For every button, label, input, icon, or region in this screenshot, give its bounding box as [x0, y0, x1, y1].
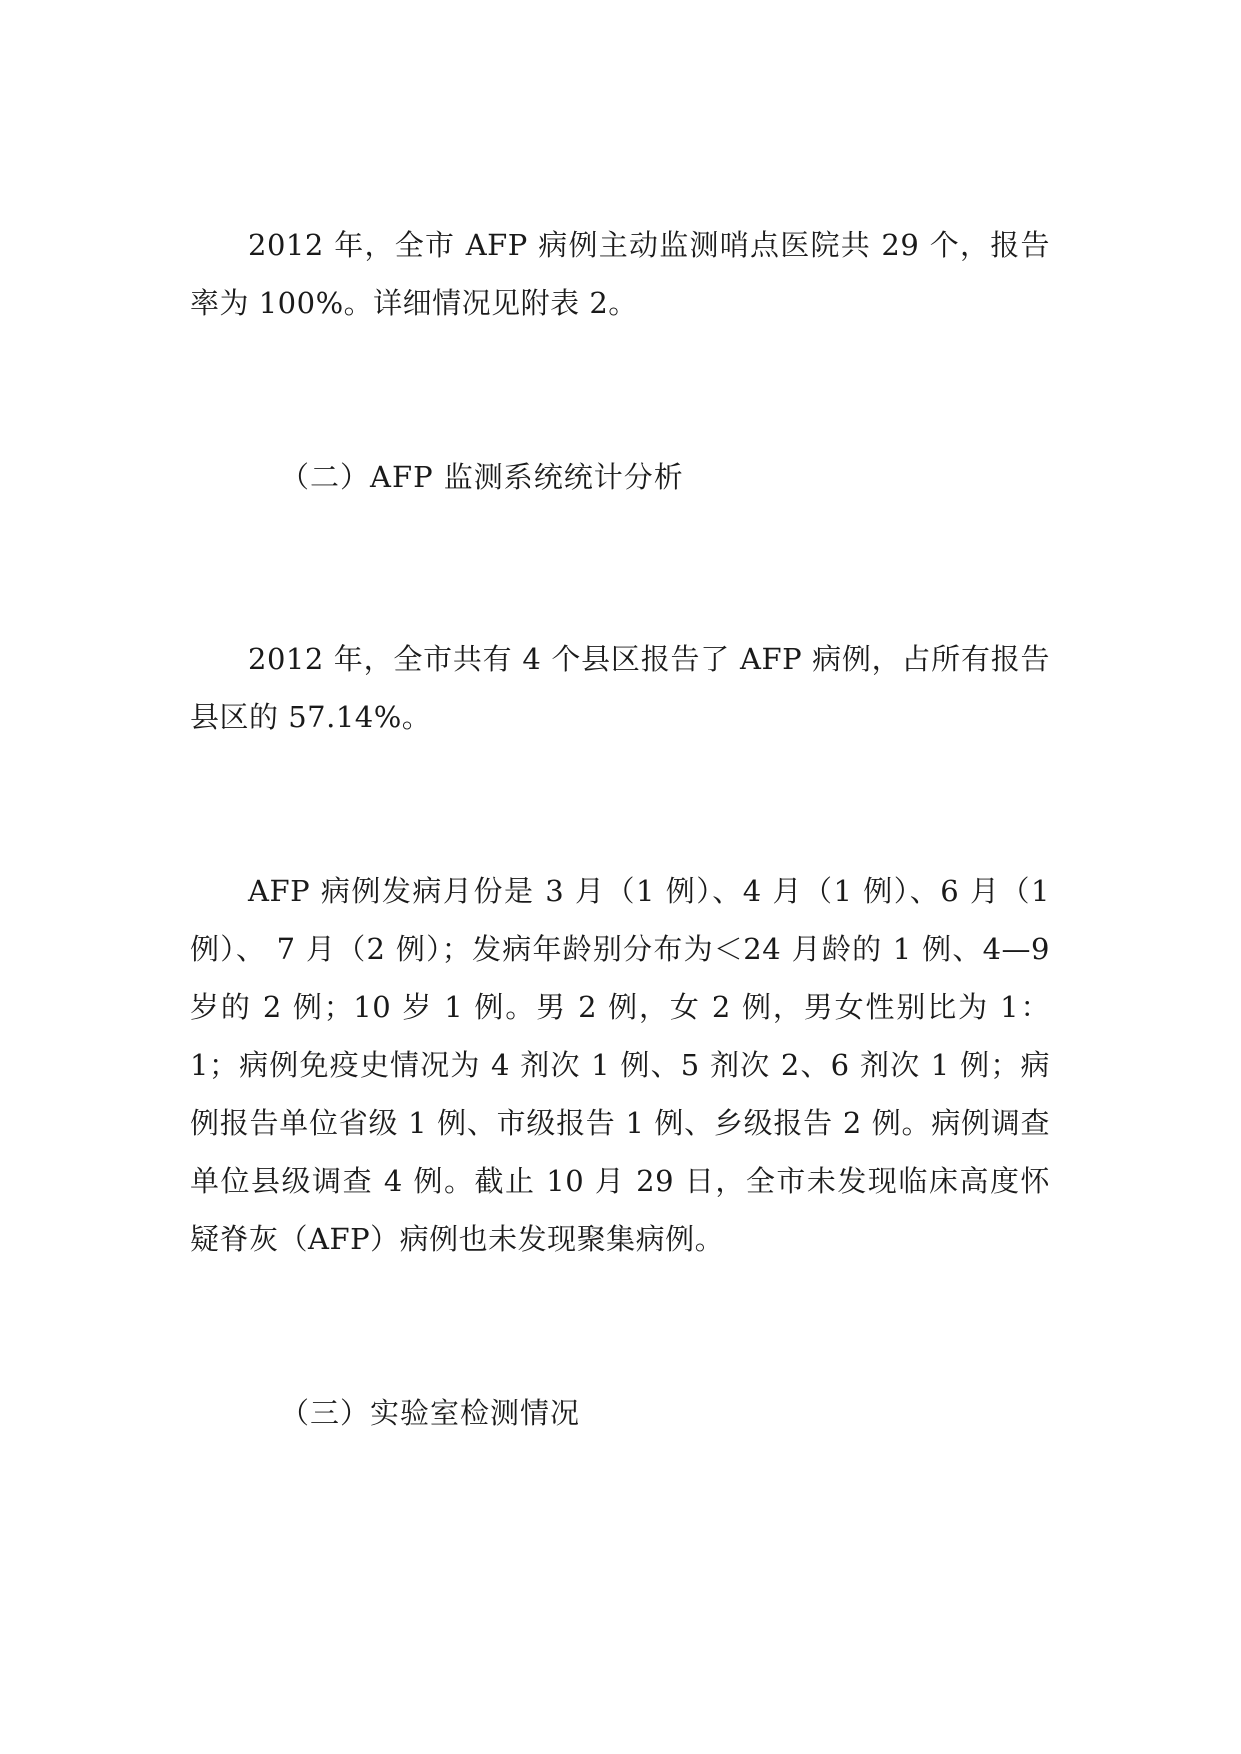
section-heading-laboratory: （三）实验室检测情况	[280, 1396, 581, 1430]
paragraph-sentinel-hospitals: 2012 年，全市 AFP 病例主动监测哨点医院共 29 个，报告率为 100%。详细情况见附表 2。	[190, 228, 1050, 320]
paragraph-county-reports: 2012 年，全市共有 4 个县区报告了 AFP 病例，占所有报告县区的 57.14%。	[190, 642, 1050, 734]
paragraph-case-distribution: AFP 病例发病月份是 3 月（1 例）、4 月（1 例）、6 月（1 例）、 7 月（2 例）；发病年龄别分布为＜24 月龄的 1 例、4—9 岁的 2 例；10 岁 1 例。男 2 例，女 2 例，男女性别比为 1：1；病例免疫史情况为 4 剂次 1 例、5 剂次 2、6 剂次 1 例；病例报告单位省级 1 例、市级报告 1 例、乡级报告 2 例。病例调查单位县级调查 4 例。截止 10 月 29 日，全市未发现临床高度怀疑脊灰（AFP）病例也未发现聚集病例。	[190, 874, 1050, 1256]
section-heading-statistics: （二）AFP 监测系统统计分析	[280, 460, 684, 494]
